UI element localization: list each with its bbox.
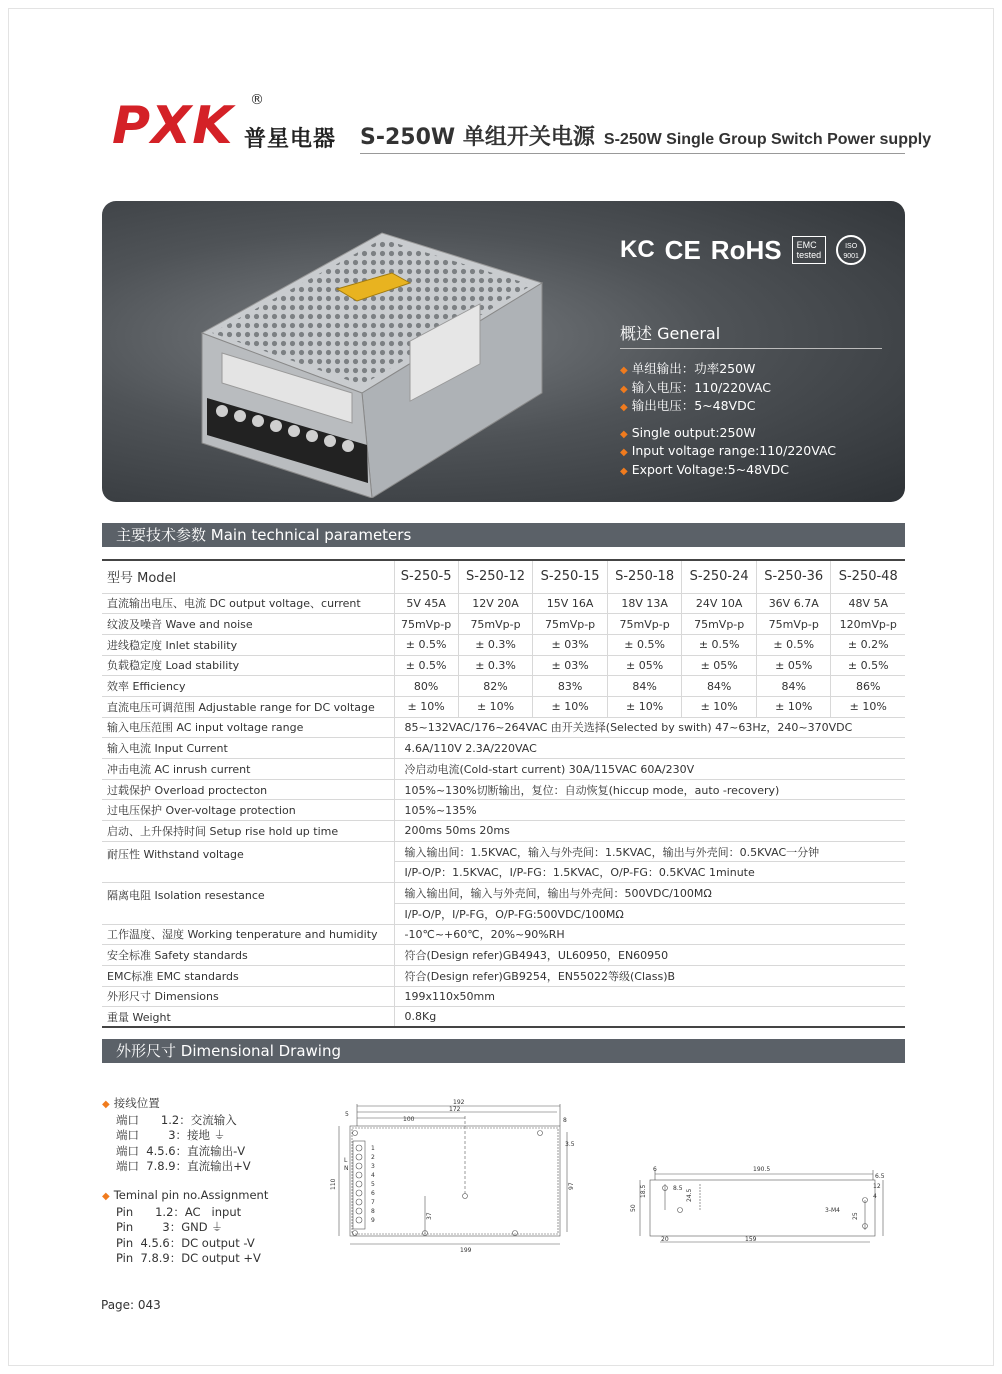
- table-row: [102, 717, 905, 738]
- value-cell: 符合(Design refer)GB9254，EN55022等级(Class)B: [394, 965, 905, 986]
- table-row: [102, 800, 905, 821]
- terminal-num: 1: [371, 1145, 375, 1152]
- ground-icon: ⏚: [211, 1220, 223, 1234]
- value-cell: ± 05%: [682, 655, 757, 676]
- general-item: ◆ Input voltage range:110/220VAC: [620, 443, 836, 462]
- dim-label: 18.5: [640, 1184, 647, 1198]
- terminal-num: 3: [371, 1163, 375, 1170]
- side-view-drawing: [625, 1160, 890, 1250]
- table-row: [102, 655, 905, 676]
- value-cell: ± 0.5%: [394, 634, 458, 655]
- value-cell: 80%: [394, 676, 458, 697]
- params-section-header: 主要技术参数 Main technical parameters: [102, 523, 905, 547]
- general-title: 概述 General: [620, 321, 882, 349]
- terminal-num: 5: [371, 1181, 375, 1188]
- row-label: 负载稳定度 Load stability: [102, 655, 394, 676]
- general-item: ◆ 单组输出：功率250W: [620, 361, 836, 380]
- dim-label: 100: [403, 1116, 415, 1123]
- table-row: [102, 738, 905, 759]
- value-cell: ± 10%: [756, 696, 831, 717]
- value-cell: 86%: [831, 676, 905, 697]
- row-label: 外形尺寸 Dimensions: [102, 986, 394, 1007]
- general-item: ◆ Single output:250W: [620, 425, 836, 444]
- value-cell: ± 0.5%: [394, 655, 458, 676]
- pin-title-cn: ◆ 接线位置: [102, 1096, 251, 1113]
- table-row: [102, 1007, 905, 1028]
- table-row: [102, 560, 905, 593]
- value-cell: ± 0.2%: [831, 634, 905, 655]
- row-label: 纹波及噪音 Wave and noise: [102, 614, 394, 635]
- pin-row: 端口 4.5.6：直流输出-V: [116, 1143, 246, 1158]
- value-cell: ± 0.5%: [831, 655, 905, 676]
- general-item: ◆ 输出电压：5~48VDC: [620, 398, 836, 417]
- value-cell: 84%: [607, 676, 682, 697]
- table-row: [102, 965, 905, 986]
- table-row: [102, 924, 905, 945]
- ground-icon: ⏚: [213, 1128, 226, 1142]
- value-cell: ± 10%: [831, 696, 905, 717]
- dim-label: 159: [745, 1236, 757, 1243]
- certification-row: [620, 235, 866, 265]
- model-cell: S-250-12: [458, 560, 533, 593]
- row-label: 直流电压可调范围 Adjustable range for DC voltage: [102, 696, 394, 717]
- row-label: 安全标准 Safety standards: [102, 945, 394, 966]
- value-cell: 输入输出间，输入与外壳间，输出与外壳间：500VDC/100MΩ: [394, 883, 905, 904]
- model-cell: S-250-24: [682, 560, 757, 593]
- model-cell: S-250-5: [394, 560, 458, 593]
- page-title: [360, 120, 932, 154]
- general-list: [620, 361, 836, 480]
- table-row: [102, 779, 905, 800]
- value-cell: 4.6A/110V 2.3A/220VAC: [394, 738, 905, 759]
- dim-label: 190.5: [753, 1166, 771, 1173]
- pin-assignment-cn: [102, 1096, 251, 1175]
- row-label: 工作温度、湿度 Working tenperature and humidity: [102, 924, 394, 945]
- value-cell: 75mVp-p: [458, 614, 533, 635]
- emc-mark: EMC tested: [792, 236, 827, 264]
- table-row: [102, 759, 905, 780]
- terminal-num: 8: [371, 1208, 375, 1215]
- row-label: 直流输出电压、电流 DC output voltage、current: [102, 593, 394, 614]
- value-cell: 18V 13A: [607, 593, 682, 614]
- dim-label: 25: [852, 1212, 859, 1220]
- table-row: [102, 676, 905, 697]
- value-cell: ± 0.3%: [458, 655, 533, 676]
- dim-label: 3.5: [565, 1141, 575, 1148]
- pin-row: Pin 4.5.6：DC output -V: [116, 1235, 255, 1250]
- spec-table: [102, 559, 905, 1028]
- terminal-label: N: [344, 1165, 349, 1172]
- dim-label: 20: [661, 1236, 669, 1243]
- page-title-en: S-250W Single Group Switch Power supply: [603, 131, 932, 148]
- dim-label: 110: [330, 1178, 337, 1190]
- value-cell: ± 10%: [607, 696, 682, 717]
- dim-label: 3-M4: [825, 1207, 840, 1214]
- value-cell: 105%~135%: [394, 800, 905, 821]
- registered-mark: ®: [250, 92, 264, 108]
- dim-label: 5: [345, 1111, 349, 1118]
- terminal-num: 2: [371, 1154, 375, 1161]
- row-label: 输入电流 Input Current: [102, 738, 394, 759]
- dim-label: 8.5: [673, 1185, 683, 1192]
- value-cell: 75mVp-p: [682, 614, 757, 635]
- dim-label: 192: [453, 1099, 465, 1106]
- value-cell: 84%: [682, 676, 757, 697]
- terminal-num: 9: [371, 1217, 375, 1224]
- value-cell: 0.8Kg: [394, 1007, 905, 1028]
- product-banner: [102, 201, 905, 502]
- general-item: ◆ Export Voltage:5~48VDC: [620, 462, 836, 481]
- table-row: [102, 696, 905, 717]
- table-row: [102, 634, 905, 655]
- value-cell: ± 05%: [756, 655, 831, 676]
- row-label: 输入电压范围 AC input voltage range: [102, 717, 394, 738]
- row-label: 型号 Model: [102, 560, 394, 593]
- value-cell: I/P-O/P：1.5KVAC，I/P-FG：1.5KVAC，O/P-FG：0.5KVAC 1minute: [394, 862, 905, 883]
- value-cell: 199x110x50mm: [394, 986, 905, 1007]
- value-cell: I/P-O/P，I/P-FG，O/P-FG:500VDC/100MΩ: [394, 903, 905, 924]
- row-label: 启动、上升保持时间 Setup rise hold up time: [102, 821, 394, 842]
- value-cell: ± 10%: [394, 696, 458, 717]
- pin-assignment-en: [102, 1188, 268, 1267]
- row-label: EMC标准 EMC standards: [102, 965, 394, 986]
- pin-row: Pin 1.2：AC input: [116, 1204, 242, 1219]
- value-cell: ± 0.5%: [682, 634, 757, 655]
- value-cell: 75mVp-p: [607, 614, 682, 635]
- value-cell: -10℃~+60℃，20%~90%RH: [394, 924, 905, 945]
- value-cell: ± 0.5%: [607, 634, 682, 655]
- value-cell: 85~132VAC/176~264VAC 由开关选择(Selected by swith) 47~63Hz，240~370VDC: [394, 717, 905, 738]
- iso-mark: ISO 9001: [836, 235, 866, 265]
- pin-row: 端口 3：接地 ⏚: [116, 1128, 226, 1142]
- row-label: 过载保护 Overload proctecton: [102, 779, 394, 800]
- table-row: [102, 883, 905, 904]
- dim-label: 97: [568, 1182, 575, 1190]
- row-label: 耐压性 Withstand voltage: [102, 841, 394, 882]
- page-number: Page: 043: [101, 1298, 161, 1312]
- value-cell: 75mVp-p: [756, 614, 831, 635]
- value-cell: ± 10%: [533, 696, 608, 717]
- value-cell: 15V 16A: [533, 593, 608, 614]
- table-row: [102, 945, 905, 966]
- row-label: 效率 Efficiency: [102, 676, 394, 697]
- model-cell: S-250-18: [607, 560, 682, 593]
- value-cell: 符合(Design refer)GB4943，UL60950，EN60950: [394, 945, 905, 966]
- table-row: [102, 593, 905, 614]
- value-cell: 105%~130%切断输出，复位：自动恢复(hiccup mode，auto -recovery): [394, 779, 905, 800]
- dim-label: 12: [873, 1183, 881, 1190]
- ce-mark: CE: [664, 234, 701, 265]
- dim-label: 4: [873, 1193, 877, 1200]
- value-cell: ± 10%: [682, 696, 757, 717]
- kc-mark: KC: [620, 236, 655, 263]
- value-cell: 84%: [756, 676, 831, 697]
- terminal-num: 6: [371, 1190, 375, 1197]
- row-label: 隔离电阻 Isolation resestance: [102, 883, 394, 924]
- value-cell: 83%: [533, 676, 608, 697]
- model-cell: S-250-36: [756, 560, 831, 593]
- value-cell: 75mVp-p: [533, 614, 608, 635]
- table-row: [102, 821, 905, 842]
- product-photo: [162, 213, 612, 498]
- dim-label: 6.5: [875, 1173, 885, 1180]
- pin-row: Pin 7.8.9：DC output +V: [116, 1251, 261, 1265]
- pin-row: 端口 1.2：交流输入: [116, 1112, 237, 1127]
- table-row: [102, 614, 905, 635]
- model-cell: S-250-48: [831, 560, 905, 593]
- value-cell: 5V 45A: [394, 593, 458, 614]
- dim-label: 37: [426, 1212, 433, 1220]
- dim-label: 199: [460, 1247, 472, 1254]
- table-row: [102, 841, 905, 862]
- dim-label: 172: [449, 1106, 461, 1113]
- value-cell: 24V 10A: [682, 593, 757, 614]
- terminal-label: L: [344, 1157, 348, 1164]
- dim-label: 24.5: [686, 1188, 693, 1202]
- value-cell: ± 03%: [533, 655, 608, 676]
- brand-logo: PXK: [112, 96, 234, 156]
- value-cell: ± 10%: [458, 696, 533, 717]
- dim-label: 50: [630, 1204, 637, 1212]
- front-view-drawing: [325, 1096, 590, 1256]
- rohs-mark: RoHS: [710, 234, 782, 265]
- row-label: 过电压保护 Over-voltage protection: [102, 800, 394, 821]
- value-cell: ± 05%: [607, 655, 682, 676]
- value-cell: 冷启动电流(Cold-start current) 30A/115VAC 60A/230V: [394, 759, 905, 780]
- row-label: 进线稳定度 Inlet stability: [102, 634, 394, 655]
- row-label: 重量 Weight: [102, 1007, 394, 1028]
- pin-row: 端口 7.8.9：直流输出+V: [116, 1159, 251, 1173]
- general-item: ◆ 输入电压：110/220VAC: [620, 380, 836, 399]
- brand-name-cn: 普星电器: [244, 127, 337, 152]
- value-cell: 200ms 50ms 20ms: [394, 821, 905, 842]
- dim-label: 6: [653, 1166, 657, 1173]
- pin-row: Pin 3：GND ⏚: [116, 1220, 223, 1234]
- value-cell: 输入输出间：1.5KVAC，输入与外壳间：1.5KVAC，输出与外壳间：0.5KVAC一分钟: [394, 841, 905, 862]
- value-cell: 75mVp-p: [394, 614, 458, 635]
- pin-title-en: ◆ Teminal pin no.Assignment: [102, 1188, 268, 1205]
- terminal-num: 4: [371, 1172, 375, 1179]
- value-cell: 120mVp-p: [831, 614, 905, 635]
- row-label: 冲击电流 AC inrush current: [102, 759, 394, 780]
- value-cell: ± 0.5%: [756, 634, 831, 655]
- dim-label: 8: [563, 1117, 567, 1124]
- value-cell: 48V 5A: [831, 593, 905, 614]
- value-cell: ± 03%: [533, 634, 608, 655]
- model-cell: S-250-15: [533, 560, 608, 593]
- value-cell: ± 0.3%: [458, 634, 533, 655]
- terminal-num: 7: [371, 1199, 375, 1206]
- drawing-section-header: 外形尺寸 Dimensional Drawing: [102, 1039, 905, 1063]
- value-cell: 82%: [458, 676, 533, 697]
- value-cell: 12V 20A: [458, 593, 533, 614]
- page-title-cn: S-250W 单组开关电源: [360, 125, 595, 150]
- value-cell: 36V 6.7A: [756, 593, 831, 614]
- table-row: [102, 986, 905, 1007]
